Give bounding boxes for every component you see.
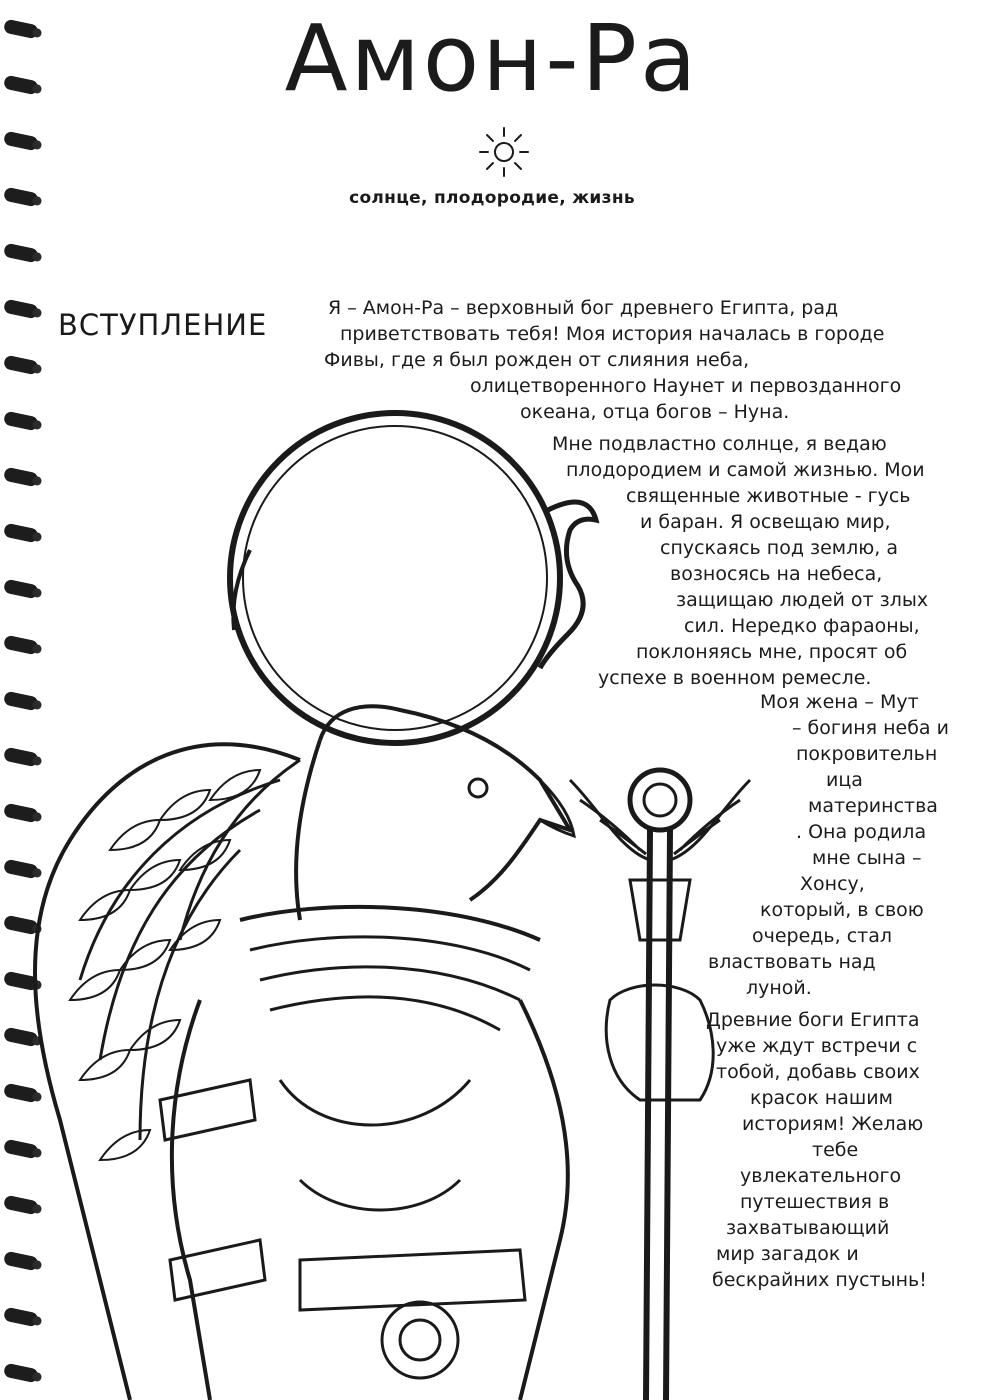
text-line: материнства (808, 795, 938, 817)
text-line: мне сына – (812, 847, 922, 869)
text-line: . Она родила (796, 821, 927, 843)
binding-ring (3, 355, 39, 376)
section-heading: ВСТУПЛЕНИЕ (58, 308, 268, 342)
page-title: Амон-Ра (284, 5, 700, 112)
text-line: Хонсу, (800, 873, 865, 895)
text-line: священные животные - гусь (626, 485, 911, 507)
text-line: и баран. Я освещаю мир, (640, 511, 891, 533)
text-line: путешествия в (740, 1191, 890, 1213)
text-line: Древние боги Египта (706, 1009, 920, 1031)
page-subtitle: солнце, плодородие, жизнь (349, 188, 635, 208)
text-line: историям! Желаю (742, 1113, 924, 1135)
binding-ring (3, 243, 39, 264)
text-line: увлекательного (740, 1165, 902, 1187)
text-line: ица (826, 769, 863, 791)
text-line: который, в свою (760, 899, 924, 921)
text-line: тебе (812, 1139, 859, 1161)
text-line: поклоняясь мне, просят об (636, 641, 908, 663)
text-line: луной. (746, 977, 812, 999)
binding-ring (3, 131, 39, 152)
text-line: олицетворенного Наунет и первозданного (470, 375, 902, 397)
text-line: мир загадок и (716, 1243, 859, 1265)
text-line: покровительн (796, 743, 938, 765)
text-line: очередь, стал (752, 925, 893, 947)
text-line: Я – Амон-Ра – верховный бог древнего Египта, рад (328, 297, 839, 319)
text-line: красок нашим (750, 1087, 893, 1109)
text-line: плодородием и самой жизнью. Мои (566, 459, 925, 481)
text-line: Фивы, где я был рожден от слияния неба, (324, 349, 750, 371)
sun-icon (476, 124, 532, 180)
text-line: захватывающий (726, 1217, 890, 1239)
text-line: властвовать над (708, 951, 876, 973)
text-line: сил. Нередко фараоны, (684, 615, 920, 637)
text-line: – богиня неба и (792, 717, 949, 739)
text-line: уже ждут встречи с (716, 1035, 918, 1057)
text-line: защищаю людей от злых (676, 589, 929, 611)
text-line: Моя жена – Мут (760, 691, 919, 713)
text-line: спускаясь под землю, а (660, 537, 899, 559)
text-line: бескрайних пустынь! (712, 1269, 927, 1291)
text-line: приветствовать тебя! Моя история началась в городе (340, 323, 885, 345)
text-line: Мне подвластно солнце, я ведаю (552, 433, 887, 455)
text-line: успехе в военном ремесле. (598, 667, 872, 689)
text-line: тобой, добавь своих (716, 1061, 920, 1083)
binding-ring (3, 299, 39, 320)
text-line: возносясь на небеса, (670, 563, 883, 585)
text-line: океана, отца богов – Нуна. (520, 401, 790, 423)
